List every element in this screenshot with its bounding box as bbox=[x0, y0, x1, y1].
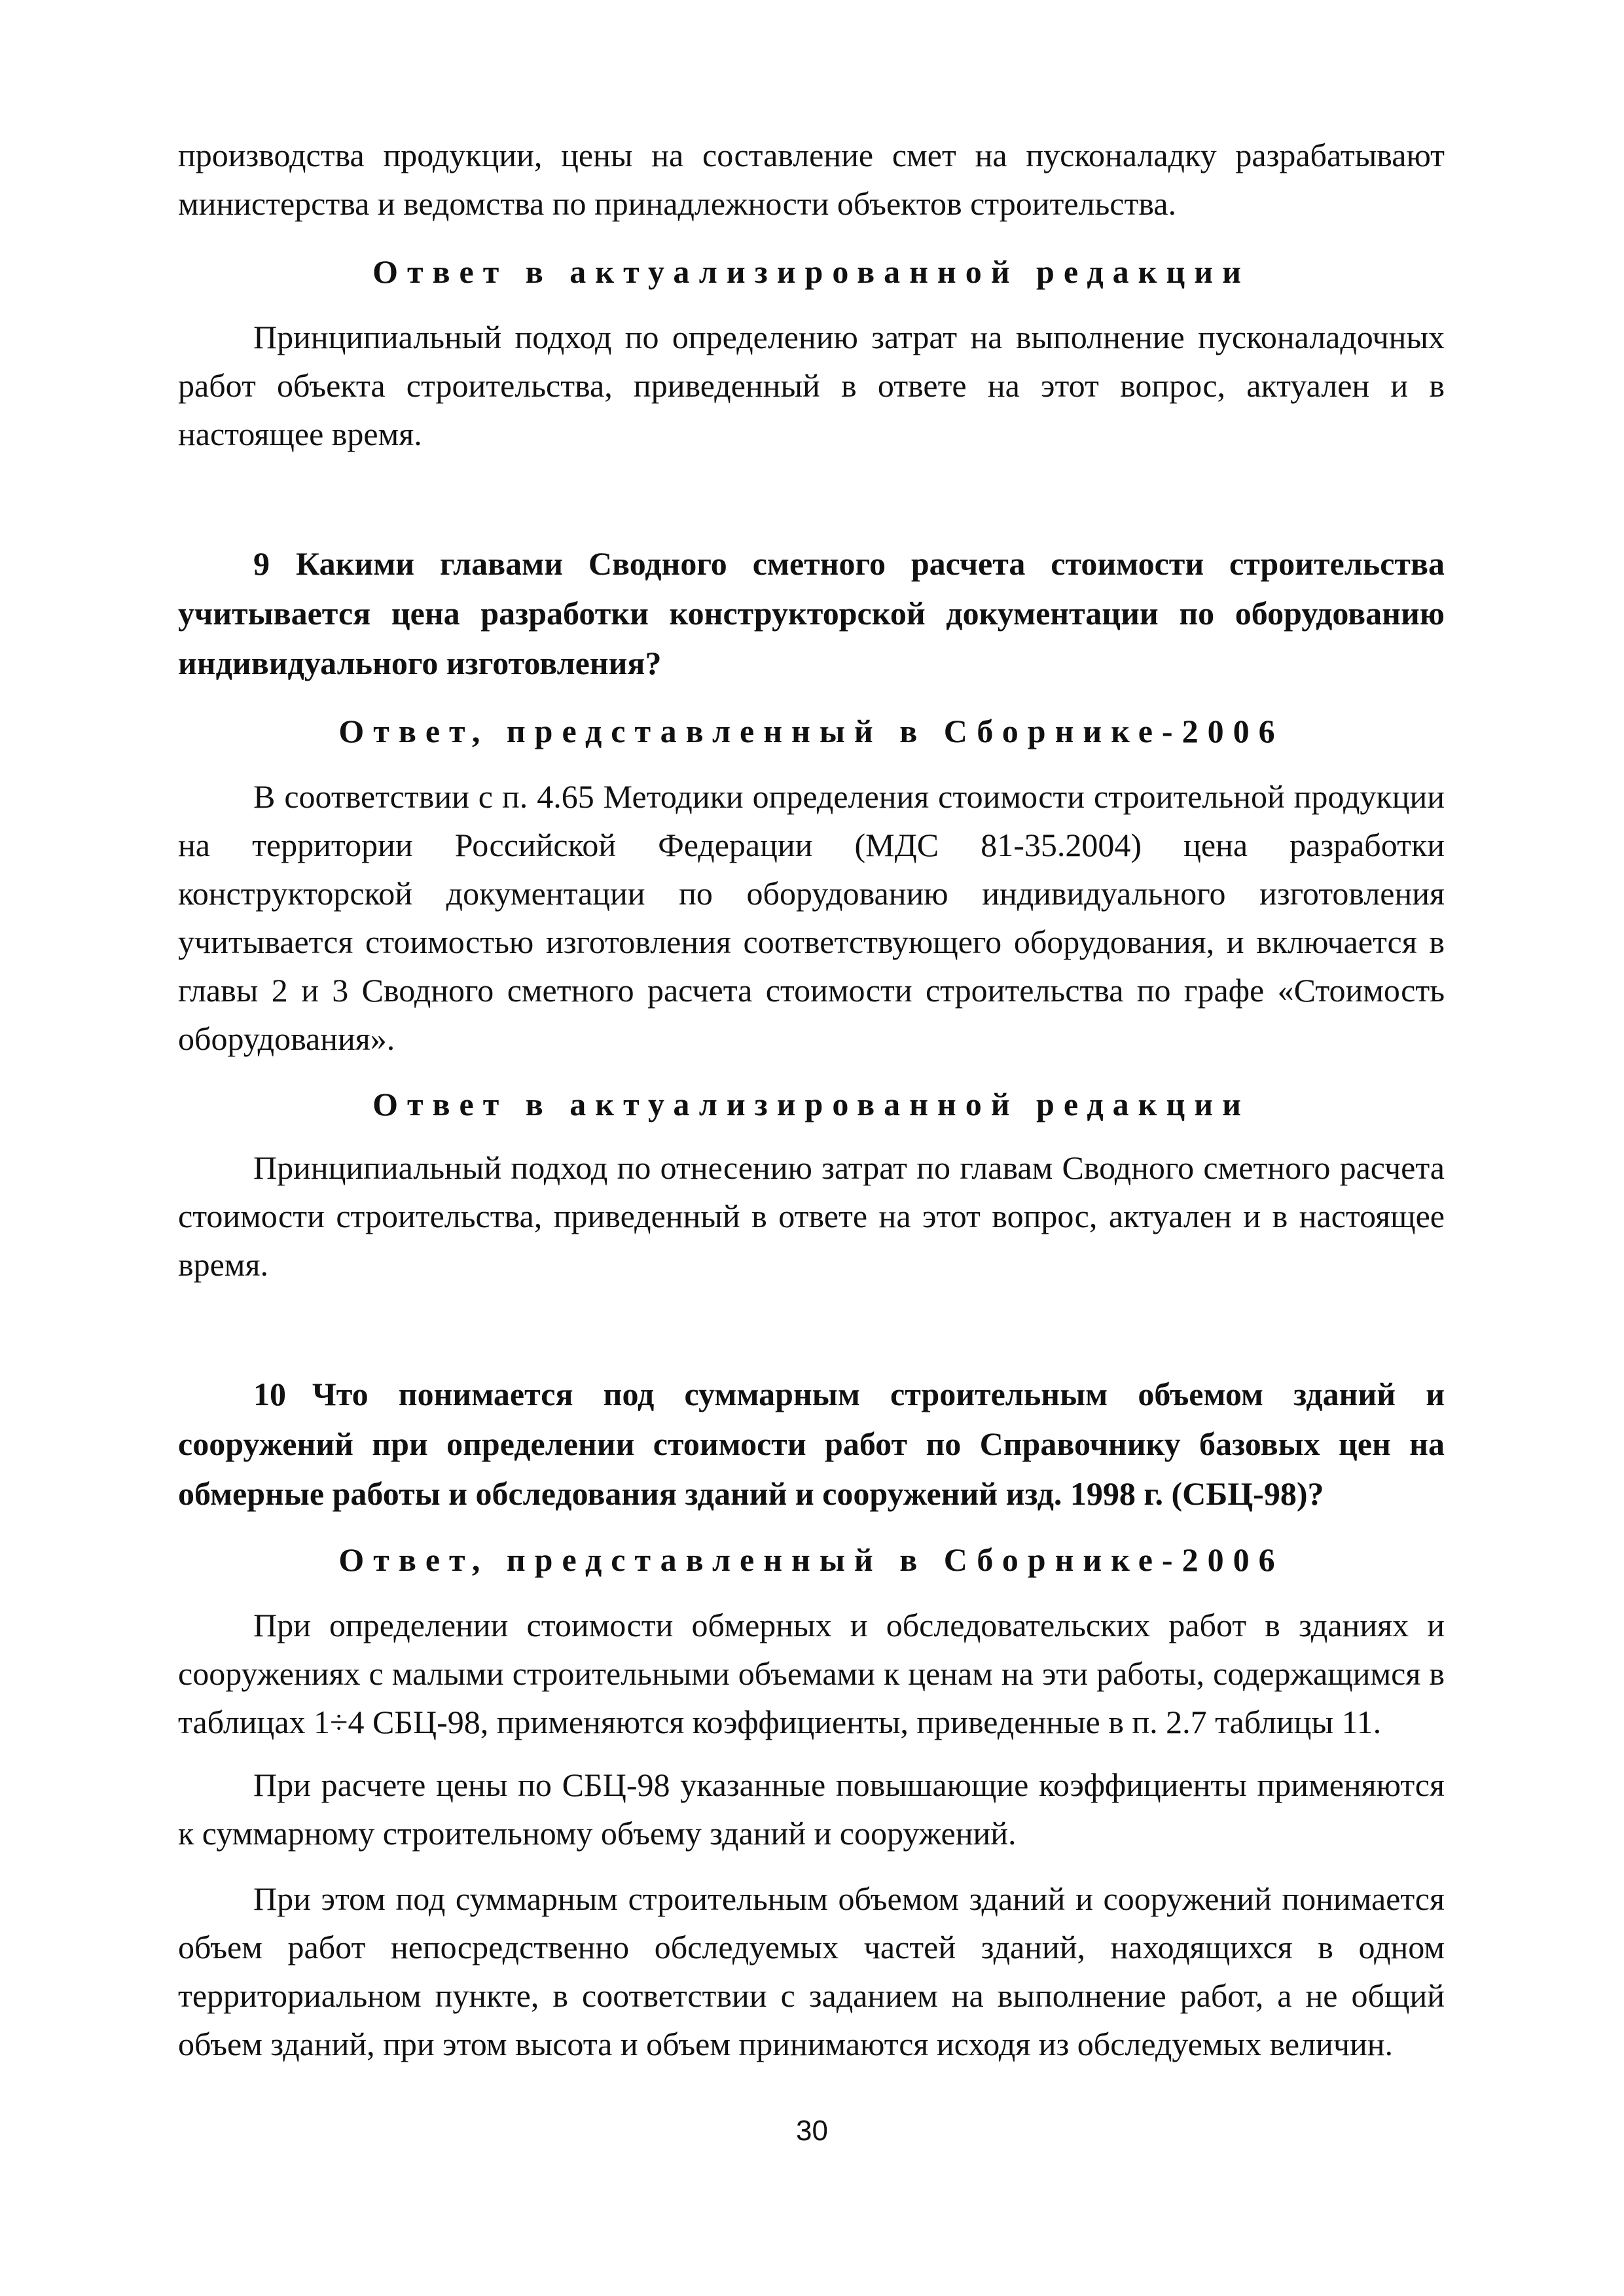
original-answer-heading-9: Ответ, представленный в Сборнике-2006 bbox=[338, 713, 1284, 749]
original-answer-text-9: В соответствии с п. 4.65 Методики определения стоимости строительной продукции на территории Российской Федерации (МДС 81-35.2004) цена разработки конструкторской документации по оборудованию индивидуального изготовления учитывается стоимостью изготовления соответствующего оборудования, и включается в главы 2 и 3 Сводного сметного расчета стоимости строительства по графе «Стоимость оборудования». bbox=[178, 778, 1445, 1057]
question-9 bbox=[178, 539, 1445, 688]
original-answer-paragraph-1: При определении стоимости обмерных и обследовательских работ в зданиях и сооружениях с малыми строительными объемами к ценам на эти работы, содержащимся в таблицах 1÷4 СБЦ-98, применяются коэффициенты, приведенные в п. 2.7 таблицы 11. bbox=[178, 1607, 1445, 1740]
original-answer-heading-10: Ответ, представленный в Сборнике-2006 bbox=[338, 1541, 1284, 1578]
question-9-number: 9 bbox=[253, 545, 270, 582]
continuation-paragraph: производства продукции, цены на составление смет на пусконаладку разрабатывают министерства и ведомства по принадлежности объектов строительства. bbox=[178, 137, 1445, 222]
original-answer-paragraph-2: При расчете цены по СБЦ-98 указанные повышающие коэффициенты применяются к суммарному строительному объему зданий и сооружений. bbox=[178, 1767, 1445, 1852]
updated-answer-heading-9: Ответ в актуализированной редакции bbox=[372, 1086, 1250, 1122]
updated-answer-text-9: Принципиальный подход по отнесению затрат по главам Сводного сметного расчета стоимости строительства, приведенный в ответе на этот вопрос, актуален и в настоящее время. bbox=[178, 1149, 1445, 1283]
original-answer-paragraph-3: При этом под суммарным строительным объемом зданий и сооружений понимается объем работ непосредственно обследуемых частей зданий, находящихся в одном территориальном пункте, в соответствии с заданием на выполнение работ, а не общий объем зданий, при этом высота и объем принимаются исходя из обследуемых величин. bbox=[178, 1880, 1445, 2062]
page-number: 30 bbox=[796, 2115, 828, 2147]
updated-answer-text-8: Принципиальный подход по определению затрат на выполнение пусконаладочных работ объекта строительства, приведенный в ответе на этот вопрос, актуален и в настоящее время. bbox=[178, 319, 1445, 452]
updated-answer-heading-8: Ответ в актуализированной редакции bbox=[372, 253, 1250, 290]
question-10-number: 10 bbox=[253, 1376, 286, 1412]
question-9-text: Какими главами Сводного сметного расчета стоимости строительства учитывается цена разработки конструкторской документации по оборудованию индивидуального изготовления? bbox=[178, 545, 1445, 681]
question-10-text: Что понимается под суммарным строительным объемом зданий и сооружений при определении стоимости работ по Справочнику базовых цен на обмерные работы и обследования зданий и сооружений изд. 1998 г. (СБЦ-98)? bbox=[178, 1376, 1445, 1512]
question-10 bbox=[178, 1369, 1445, 1518]
